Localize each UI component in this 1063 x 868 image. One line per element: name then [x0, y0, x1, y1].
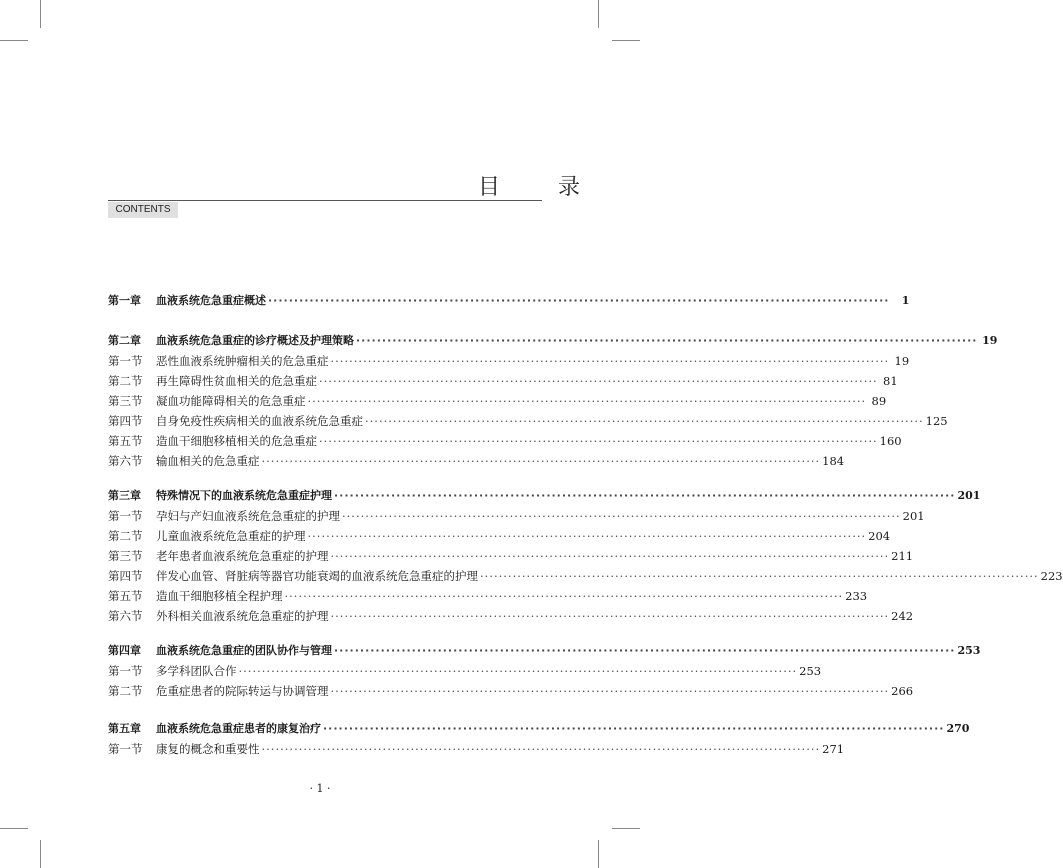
toc-entry-number: 第一节	[108, 354, 143, 368]
leader-dots: ························································································································	[330, 354, 890, 368]
toc-entry-chapter[interactable]	[108, 487, 981, 505]
contents-label: CONTENTS	[108, 202, 178, 218]
toc-entry-section[interactable]	[108, 567, 1063, 585]
toc-entry-number: 第二章	[108, 334, 141, 347]
toc-entry-page: 271	[822, 742, 845, 756]
toc-entry-section[interactable]	[108, 392, 887, 410]
leader-dots: ························································································································	[323, 722, 945, 735]
toc-entry-number: 第一节	[108, 742, 143, 756]
leader-dots: ························································································································	[342, 509, 901, 523]
toc-entry-page: 184	[822, 454, 845, 468]
toc-entry-title: 危重症患者的院际转运与协调管理	[156, 684, 329, 698]
leader-dots: ························································································································	[319, 434, 878, 448]
toc-entry-number: 第一节	[108, 664, 143, 678]
toc-entry-number: 第五节	[108, 434, 143, 448]
toc-entry-section[interactable]	[108, 547, 914, 565]
toc-entry-title: 凝血功能障碍相关的危急重症	[156, 394, 306, 408]
toc-entry-page: 223	[1040, 569, 1063, 583]
toc-entry-title: 多学科团队合作	[156, 664, 237, 678]
toc-entry-number: 第五节	[108, 589, 143, 603]
toc-entry-page: 233	[845, 589, 868, 603]
toc-entry-section[interactable]	[108, 740, 845, 758]
toc-entry-section[interactable]	[108, 587, 868, 605]
toc-entry-section[interactable]	[108, 507, 925, 525]
toc-entry-page: 204	[868, 529, 891, 543]
toc-entry-number: 第一节	[108, 509, 143, 523]
leader-dots: ························································································································	[480, 569, 1039, 583]
toc-entry-section[interactable]	[108, 682, 914, 700]
toc-entry-page: 270	[946, 722, 970, 735]
toc-entry-title: 儿童血液系统危急重症的护理	[156, 529, 306, 543]
toc-entry-section[interactable]	[108, 432, 902, 450]
toc-entry-title: 血液系统危急重症概述	[156, 294, 266, 307]
toc-entry-section[interactable]	[108, 607, 914, 625]
toc-entry-page: 125	[925, 414, 948, 428]
toc-entry-chapter[interactable]	[108, 720, 970, 738]
toc-entry-section[interactable]	[108, 662, 822, 680]
leader-dots: ························································································································	[330, 684, 890, 698]
leader-dots: ························································································································	[330, 549, 890, 563]
toc-entry-title: 血液系统危急重症的团队协作与管理	[156, 644, 332, 657]
crop-mark	[40, 0, 41, 28]
toc-entry-title: 外科相关血液系统危急重症的护理	[156, 609, 329, 623]
toc-entry-title: 特殊情况下的血液系统危急重症护理	[156, 489, 332, 502]
toc-entry-title: 再生障碍性贫血相关的危急重症	[156, 374, 317, 388]
toc-entry-page: 266	[891, 684, 914, 698]
toc-entry-section[interactable]	[108, 412, 948, 430]
toc-entry-title: 血液系统危急重症患者的康复治疗	[156, 722, 321, 735]
toc-entry-title: 孕妇与产妇血液系统危急重症的护理	[156, 509, 340, 523]
crop-mark	[612, 40, 640, 41]
toc-entry-number: 第四节	[108, 414, 143, 428]
toc-entry-page: 1	[901, 294, 910, 307]
toc-entry-page: 81	[883, 374, 898, 388]
toc-entry-number: 第三节	[108, 549, 143, 563]
toc-entry-number: 第五章	[108, 722, 141, 735]
toc-entry-number: 第三节	[108, 394, 143, 408]
toc-entry-title: 老年患者血液系统危急重症的护理	[156, 549, 329, 563]
toc-entry-number: 第六节	[108, 454, 143, 468]
leader-dots: ························································································································	[330, 609, 890, 623]
toc-entry-section[interactable]	[108, 352, 910, 370]
crop-mark	[612, 828, 640, 829]
leader-dots: ························································································································	[284, 589, 844, 603]
leader-dots: ························································································································	[334, 489, 956, 502]
toc-entry-title: 恶性血液系统肿瘤相关的危急重症	[156, 354, 329, 368]
toc-entry-number: 第二节	[108, 684, 143, 698]
leader-dots: ························································································································	[307, 394, 867, 408]
toc-entry-title: 自身免疫性疾病相关的血液系统危急重症	[156, 414, 363, 428]
crop-mark	[0, 828, 28, 829]
leader-dots: ························································································································	[238, 664, 798, 678]
leader-dots: ························································································································	[307, 529, 867, 543]
toc-entry-page: 253	[799, 664, 822, 678]
toc-entry-title: 输血相关的危急重症	[156, 454, 260, 468]
crop-mark	[40, 840, 41, 868]
toc-entry-number: 第四节	[108, 569, 143, 583]
leader-dots: ························································································································	[334, 644, 956, 657]
toc-entry-number: 第二节	[108, 374, 143, 388]
leader-dots: ························································································································	[356, 334, 978, 347]
toc-entry-page: 89	[871, 394, 887, 408]
toc-entry-title: 血液系统危急重症的诊疗概述及护理策略	[156, 334, 354, 347]
leader-dots: ························································································································	[319, 374, 878, 388]
toc-entry-chapter[interactable]	[108, 642, 981, 660]
toc-entry-section[interactable]	[108, 372, 898, 390]
crop-mark	[0, 40, 28, 41]
leader-dots: ························································································································	[365, 414, 924, 428]
crop-mark	[598, 840, 599, 868]
toc-entry-section[interactable]	[108, 527, 891, 545]
toc-entry-page: 242	[891, 609, 914, 623]
page-title: 目 录	[478, 175, 599, 200]
toc-entry-title: 造血干细胞移植全程护理	[156, 589, 283, 603]
toc-entry-page: 201	[957, 489, 981, 502]
toc-entry-section[interactable]	[108, 452, 845, 470]
leader-dots: ························································································································	[261, 454, 821, 468]
toc-entry-page: 19	[982, 334, 998, 347]
toc-entry-chapter[interactable]	[108, 332, 998, 350]
toc-entry-page: 201	[902, 509, 925, 523]
title-divider	[108, 200, 542, 201]
toc-entry-number: 第六节	[108, 609, 143, 623]
leader-dots: ························································································································	[268, 294, 890, 307]
toc-entry-number: 第二节	[108, 529, 143, 543]
toc-entry-page: 19	[894, 354, 910, 368]
crop-mark	[598, 0, 599, 28]
toc-entry-page: 253	[957, 644, 981, 657]
toc-entry-title: 康复的概念和重要性	[156, 742, 260, 756]
toc-entry-chapter[interactable]	[108, 292, 910, 310]
toc-entry-number: 第四章	[108, 644, 141, 657]
page-number: · 1 ·	[309, 782, 331, 795]
toc-entry-number: 第三章	[108, 489, 141, 502]
toc-entry-page: 160	[879, 434, 902, 448]
toc-entry-page: 211	[891, 549, 914, 563]
toc-entry-number: 第一章	[108, 294, 141, 307]
toc-entry-title: 造血干细胞移植相关的危急重症	[156, 434, 317, 448]
leader-dots: ························································································································	[261, 742, 821, 756]
toc-entry-title: 伴发心血管、肾脏病等器官功能衰竭的血液系统危急重症的护理	[156, 569, 478, 583]
